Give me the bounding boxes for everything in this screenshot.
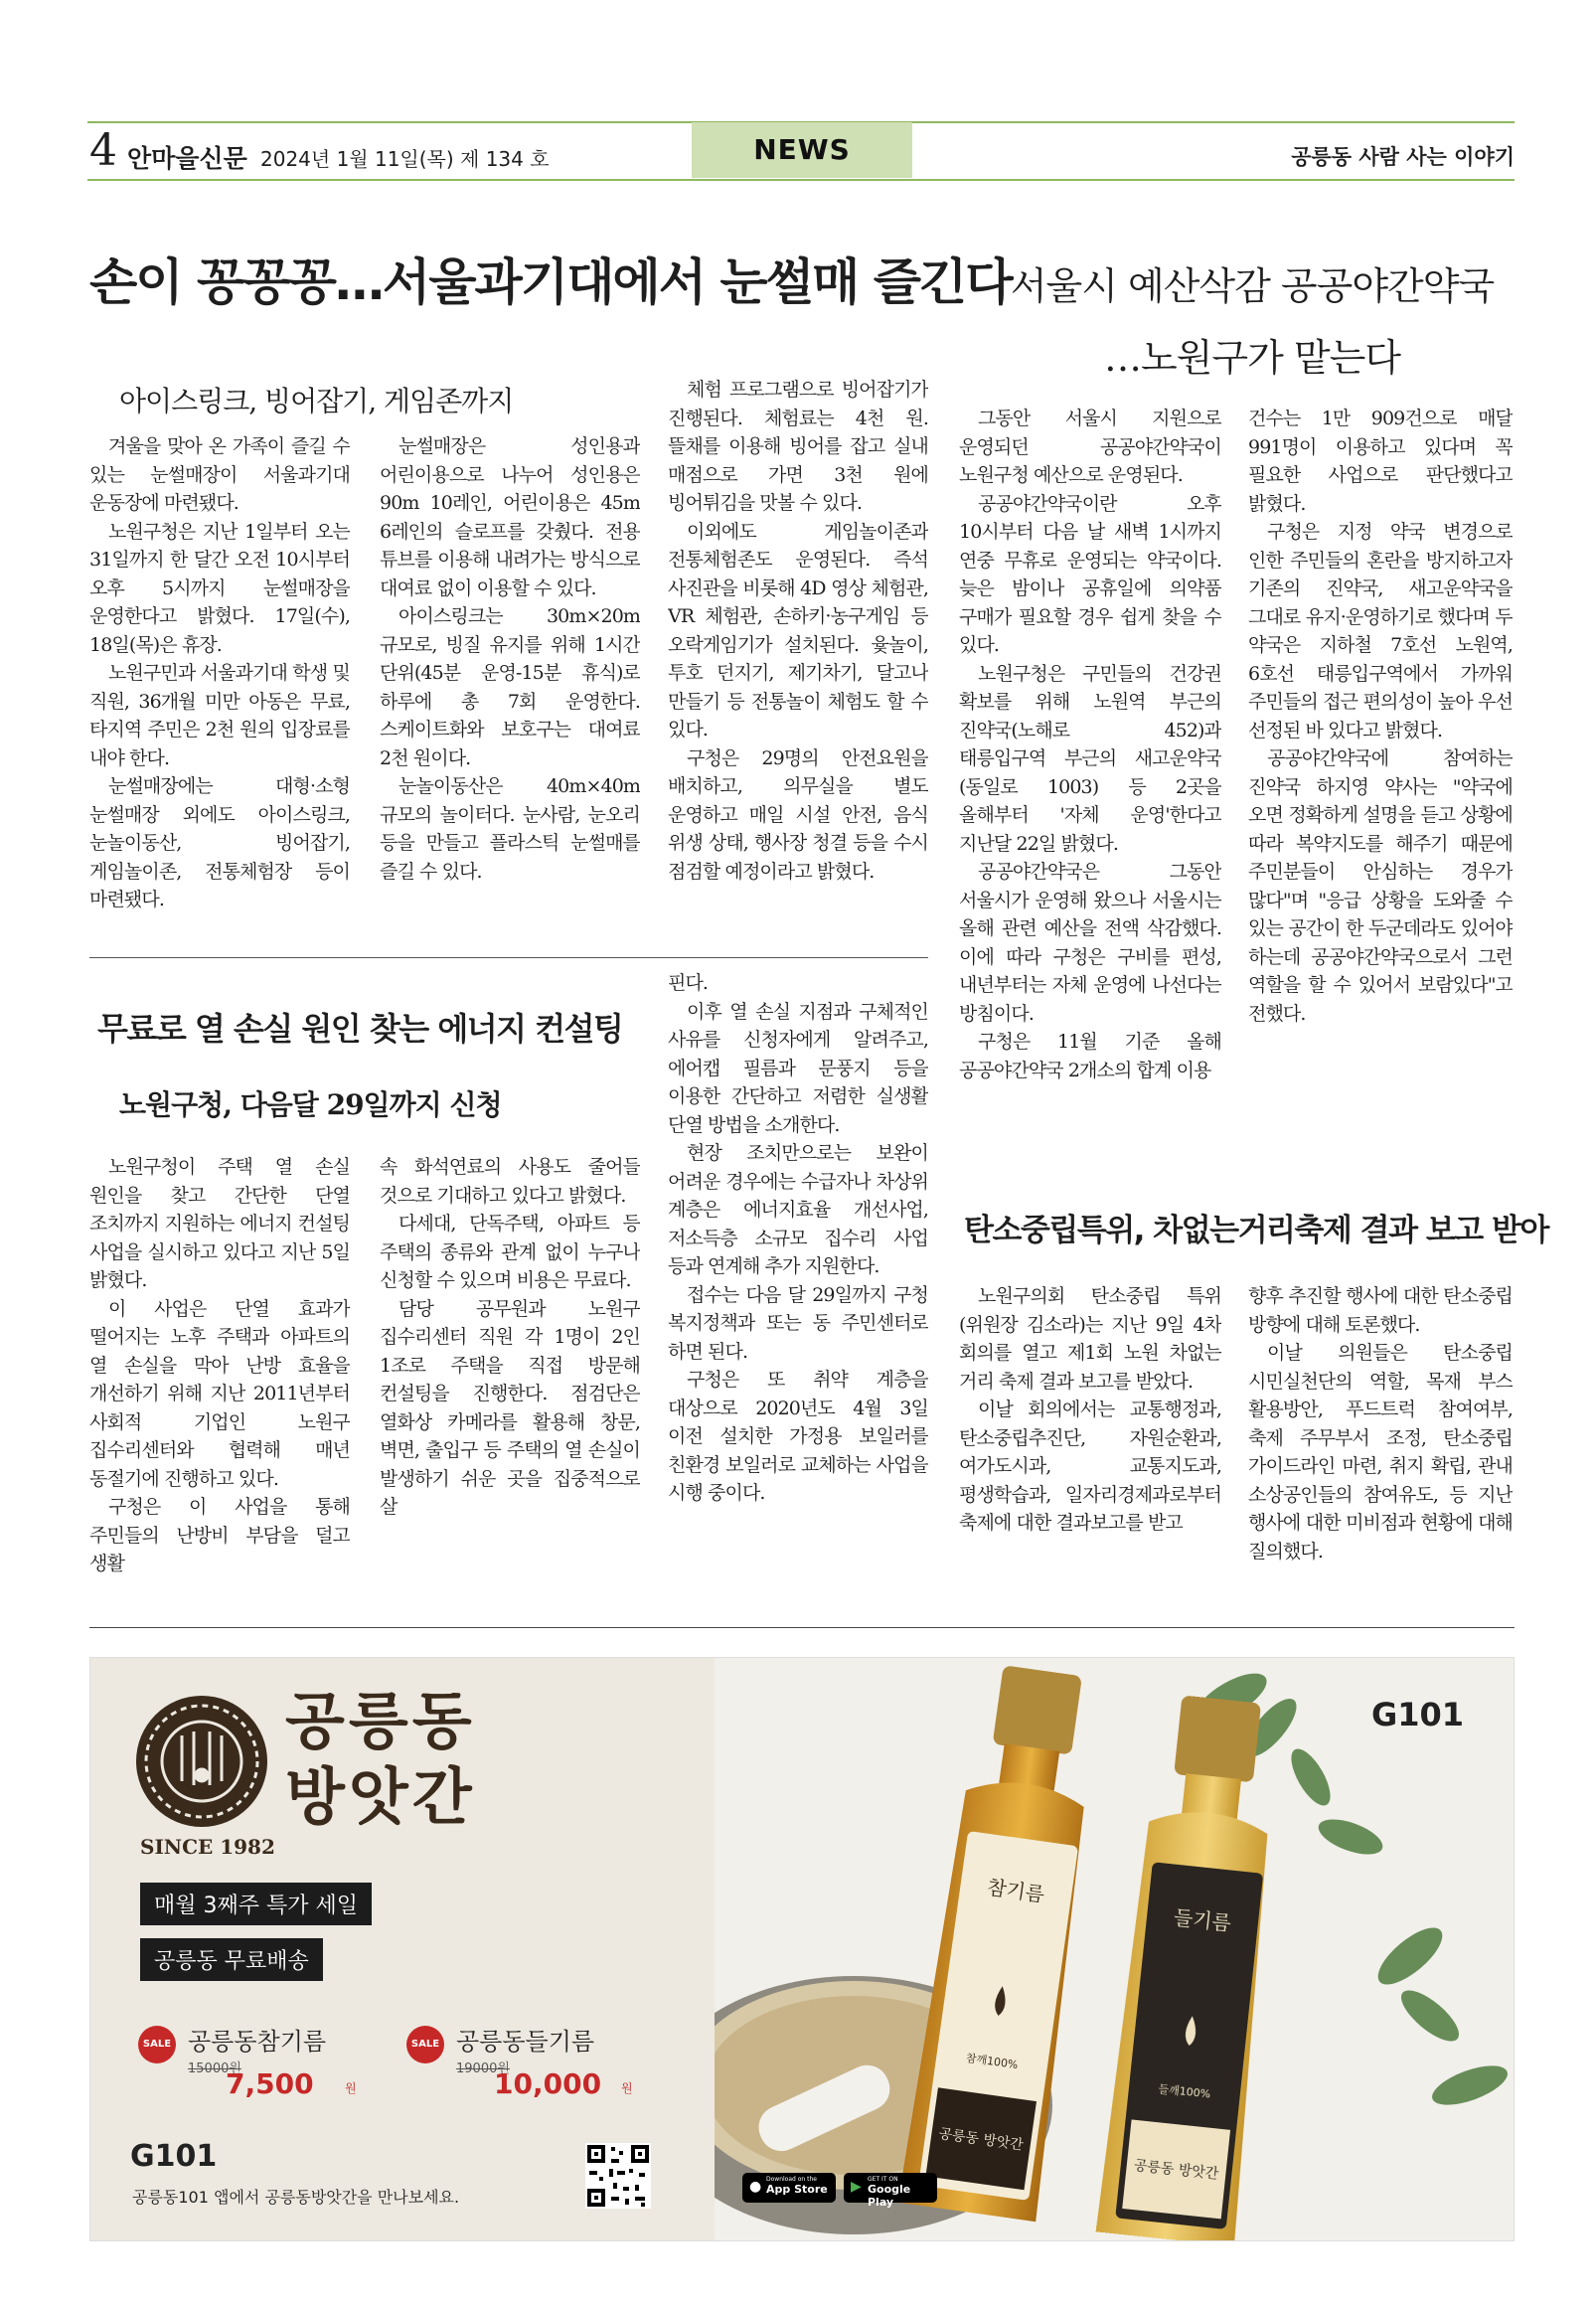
g101-logo: G101: [130, 2139, 218, 2174]
page-number: 4: [89, 125, 117, 176]
product2-name: 공릉동들기름: [456, 2028, 595, 2056]
article1-col2: 눈썰매장은 성인용과 어린이용으로 나누어 성인용은 90m 10레인, 어린이용은 45m 6레인의 슬로프를 갖췄다. 전용 튜브를 이용해 내려가는 방식으로 대여료 없이 이용할 수 있다. 아이스링크는 30m×20m 규모로, 빙질 유지를 위해 1시간 단위(45분 운영-15분 휴식)로 하루에 총 7회 운영한다. 스케이트화와 보호구는 대여료 2천 원이다. 눈놀이동산은 40m×40m 규모의 놀이터다. 눈사람, 눈오리 등을 만들고 플라스틱 눈썰매를 즐길 수 있다.: [380, 435, 640, 883]
since-label: SINCE 1982: [140, 1835, 275, 1859]
article2-col1: 그동안 서울시 지원으로 운영되던 공공야간약국이 노원구청 예산으로 운영된다. 공공야간약국이란 오후 10시부터 다음 날 새벽 1시까지 연중 무휴로 운영되는 약국이다. 늦은 밤이나 공휴일에 의약품 구매가 필요할 경우 쉽게 찾을 수 있다. 노원구청은 구민들의 건강권 확보를 위해 노원역 부근의 진약국(노해로 452)과 태릉입구역 부근의 새고운약국(동일로 1003) 등 2곳을 올해부터 '자체 운영'한다고 지난달 22일 밝혔다. 공공야간약국은 그동안 서울시가 운영해 왔으나 서울시는 올해 관련 예산을 전액 삭감했다. 이에 따라 구청은 구비를 편성, 내년부터는 자체 운영에 나선다는 방침이다. 구청은 11월 기준 올해 공공야간약국 2개소의 합계 이용: [959, 408, 1221, 1081]
brand-name: 공릉동 방앗간: [285, 1685, 476, 1833]
promo-badge-sale: 매월 3째주 특가 세일: [140, 1883, 372, 1925]
advertisement[interactable]: [89, 1657, 1515, 2241]
emblem-icon: [136, 1696, 267, 1827]
app-store-button[interactable]: Download on the App Store ●: [742, 2173, 836, 2203]
article4-col2: 향후 추진할 행사에 대한 탄소중립 방향에 대해 토론했다. 이날 의원들은 탄소중립 시민실천단의 역할, 목재 부스 활용방안, 푸드트럭 참여여부, 축제 주무부서 조정, 탄소중립 가이드라인 마련, 취지 확립, 관내 소상공인들의 참여유도, 등 지난 행사에 대한 미비점과 현황에 대해 질의했다.: [1248, 1285, 1513, 1563]
article3-subhead: 노원구청, 다음달 29일까지 신청: [119, 1088, 502, 1121]
product2-old-price: 19000원: [456, 2061, 510, 2076]
article2-col2: 건수는 1만 909건으로 매달 991명이 이용하고 있다며 꼭 필요한 사업으로 판단했다고 밝혔다. 구청은 지정 약국 변경으로 인한 주민들의 혼란을 방지하고자 기존의 진약국, 새고운약국을 그대로 유지·운영하기로 했다며 두 약국은 지하철 7호선 노원역, 6호선 태릉입구역에서 가까워 주민들의 접근 편의성이 높아 우선 선정된 바 있다고 밝혔다. 공공야간약국에 참여하는 진약국 하지영 약사는 "약국에 오면 정확하게 설명을 듣고 상황에 따라 복약지도를 해주기 때문에 주민분들이 안심하는 경우가 많다"며 "응급 상황을 도와줄 수 있는 공간이 한 두군데라도 있어야 하는데 공공야간약국으로서 그런 역할을 할 수 있어서 보람있다"고 전했다.: [1248, 408, 1513, 1025]
oil-bottles-illustration: [715, 1658, 1514, 2240]
article1-subhead: 아이스링크, 빙어잡기, 게임존까지: [119, 385, 514, 417]
article3-col3: 핀다. 이후 열 손실 지점과 구체적인 사유를 신청자에게 알려주고, 에어캡 필름과 문풍지 등을 이용한 간단하고 저렴한 실생활 단열 방법을 소개한다. 현장 조치만으로는 보완이 어려운 경우에는 수급자나 차상위 계층은 에너지효율 개선사업, 저소득층 소규모 집수리 사업 등과 연계해 추가 지원한다. 접수는 다음 달 29일까지 구청 복지정책과 또는 동 주민센터로 하면 된다. 구청은 또 취약 계층을 대상으로 2020년도 4월 3일 이전 설치한 가정용 보일러를 친환경 보일러로 교체하는 사업을 시행 중이다.: [668, 972, 928, 1504]
product1-old-price: 15000원: [188, 2061, 241, 2076]
sale-tag-2: SALE: [406, 2026, 444, 2063]
divider: [89, 957, 928, 958]
product1-currency: 원: [345, 2081, 357, 2095]
play-icon: ▶: [851, 2179, 862, 2195]
g101-logo-photo: G101: [1370, 1696, 1464, 1733]
section-label: NEWS: [692, 122, 912, 178]
article3-col2: 속 화석연료의 사용도 줄어들 것으로 기대하고 있다고 밝혔다. 다세대, 단독주택, 아파트 등 주택의 종류와 관계 없이 누구나 신청할 수 있으며 비용은 무료다. 담당 공무원과 노원구 집수리센터 직원 각 1명이 2인 1조로 주택을 직접 방문해 컨설팅을 진행한다. 점검단은 열화상 카메라를 활용해 창문, 벽면, 출입구 등 주택의 열 손실이 발생하기 쉬운 곳을 집중적으로 살: [380, 1156, 640, 1518]
bottle2-label: 들기름: [1172, 1904, 1233, 1935]
brand-emblem: [136, 1696, 267, 1827]
bottle1-percent: 참깨100%: [965, 2051, 1020, 2072]
issue-date: 2024년 1월 11일(목) 제 134 호: [260, 147, 550, 171]
article1-col1: 겨울을 맞아 온 가족이 즐길 수 있는 눈썰매장이 서울과기대 운동장에 마련됐다. 노원구청은 지난 1일부터 오는 31일까지 한 달간 오전 10시부터 오후 5시까지 눈썰매장을 운영한다고 밝혔다. 17일(수), 18일(목)은 휴장. 노원구민과 서울과기대 학생 및 직원, 36개월 미만 아동은 무료, 타지역 주민은 2천 원의 입장료를 내야 한다. 눈썰매장에는 대형·소형 눈썰매장 외에도 아이스링크, 눈놀이동산, 빙어잡기, 게임놀이존, 전통체험장 등이 마련됐다.: [89, 435, 350, 910]
article1-headline: 손이 꽁꽁꽁…서울과기대에서 눈썰매 즐긴다: [89, 253, 1012, 311]
divider-bottom: [89, 1627, 1515, 1628]
sale-tag-1: SALE: [138, 2026, 176, 2063]
product1-name: 공릉동참기름: [188, 2028, 327, 2056]
bottle2-percent: 들깨100%: [1157, 2082, 1211, 2101]
article1-col3: 체험 프로그램으로 빙어잡기가 진행된다. 체험료는 4천 원. 뜰채를 이용해 빙어를 잡고 실내 매점으로 가면 3천 원에 빙어튀김을 맛볼 수 있다. 이외에도 게임놀이존과 전통체험존도 운영된다. 즉석 사진관을 비롯해 4D 영상 체험관, VR 체험관, 손하키·농구게임 등 오락게임기가 설치된다. 윷놀이, 투호 던지기, 제기차기, 달고나 만들기 등 전통놀이 체험도 할 수 있다. 구청은 29명의 안전요원을 배치하고, 의무실을 별도 운영하고 매일 시설 안전, 음식 위생 상태, 행사장 청결 등을 수시 점검할 예정이라고 밝혔다.: [668, 379, 928, 883]
app-promo-text: 공릉동101 앱에서 공릉동방앗간을 만나보세요.: [132, 2188, 460, 2207]
apple-icon: ●: [749, 2179, 762, 2195]
bottle2-brand: 공릉동 방앗간: [1133, 2157, 1219, 2183]
paper-name: 안마을신문: [127, 144, 247, 173]
bottle1-label: 참기름: [985, 1875, 1046, 1907]
product1-price: 7,500: [226, 2067, 314, 2100]
article4-col1: 노원구의회 탄소중립 특위(위원장 김소라)는 지난 9일 4차 회의를 열고 제1회 노원 차없는 거리 축제 결과 보고를 받았다. 이날 회의에서는 교통행정과, 탄소중립추진단, 자원순환과, 여가도시과, 교통지도과, 평생학습과, 일자리경제과로부터 축제에 대한 결과보고를 받고: [959, 1285, 1221, 1534]
product-photo: [715, 1658, 1514, 2240]
article3-headline: 무료로 열 손실 원인 찾는 에너지 컨설팅: [97, 1010, 623, 1048]
article2-headline: 서울시 예산삭감 공공야간약국 …노원구가 맡는다: [1010, 264, 1495, 380]
qr-code-icon: [585, 2143, 651, 2209]
google-play-button[interactable]: GET IT ON Google Play ▶: [844, 2173, 937, 2203]
tagline: 공릉동 사람 사는 이야기: [1291, 145, 1515, 169]
article3-col1: 노원구청이 주택 열 손실 원인을 찾고 간단한 단열 조치까지 지원하는 에너지 컨설팅 사업을 실시하고 있다고 지난 5일 밝혔다. 이 사업은 단열 효과가 떨어지는 노후 주택과 아파트의 열 손실을 막아 난방 효율을 개선하기 위해 지난 2011년부터 사회적 기업인 노원구 집수리센터와 협력해 매년 동절기에 진행하고 있다. 구청은 이 사업을 통해 주민들의 난방비 부담을 덜고 생활: [89, 1156, 350, 1574]
qr-code[interactable]: [585, 2143, 651, 2209]
header-rule-bottom: [87, 179, 1515, 181]
article4-headline: 탄소중립특위, 차없는거리축제 결과 보고 받아: [964, 1213, 1548, 1248]
promo-badge-delivery: 공릉동 무료배송: [140, 1938, 323, 1981]
product2-price: 10,000: [494, 2067, 602, 2100]
product2-currency: 원: [621, 2081, 633, 2095]
bottle1-brand: 공릉동 방앗간: [937, 2125, 1025, 2154]
